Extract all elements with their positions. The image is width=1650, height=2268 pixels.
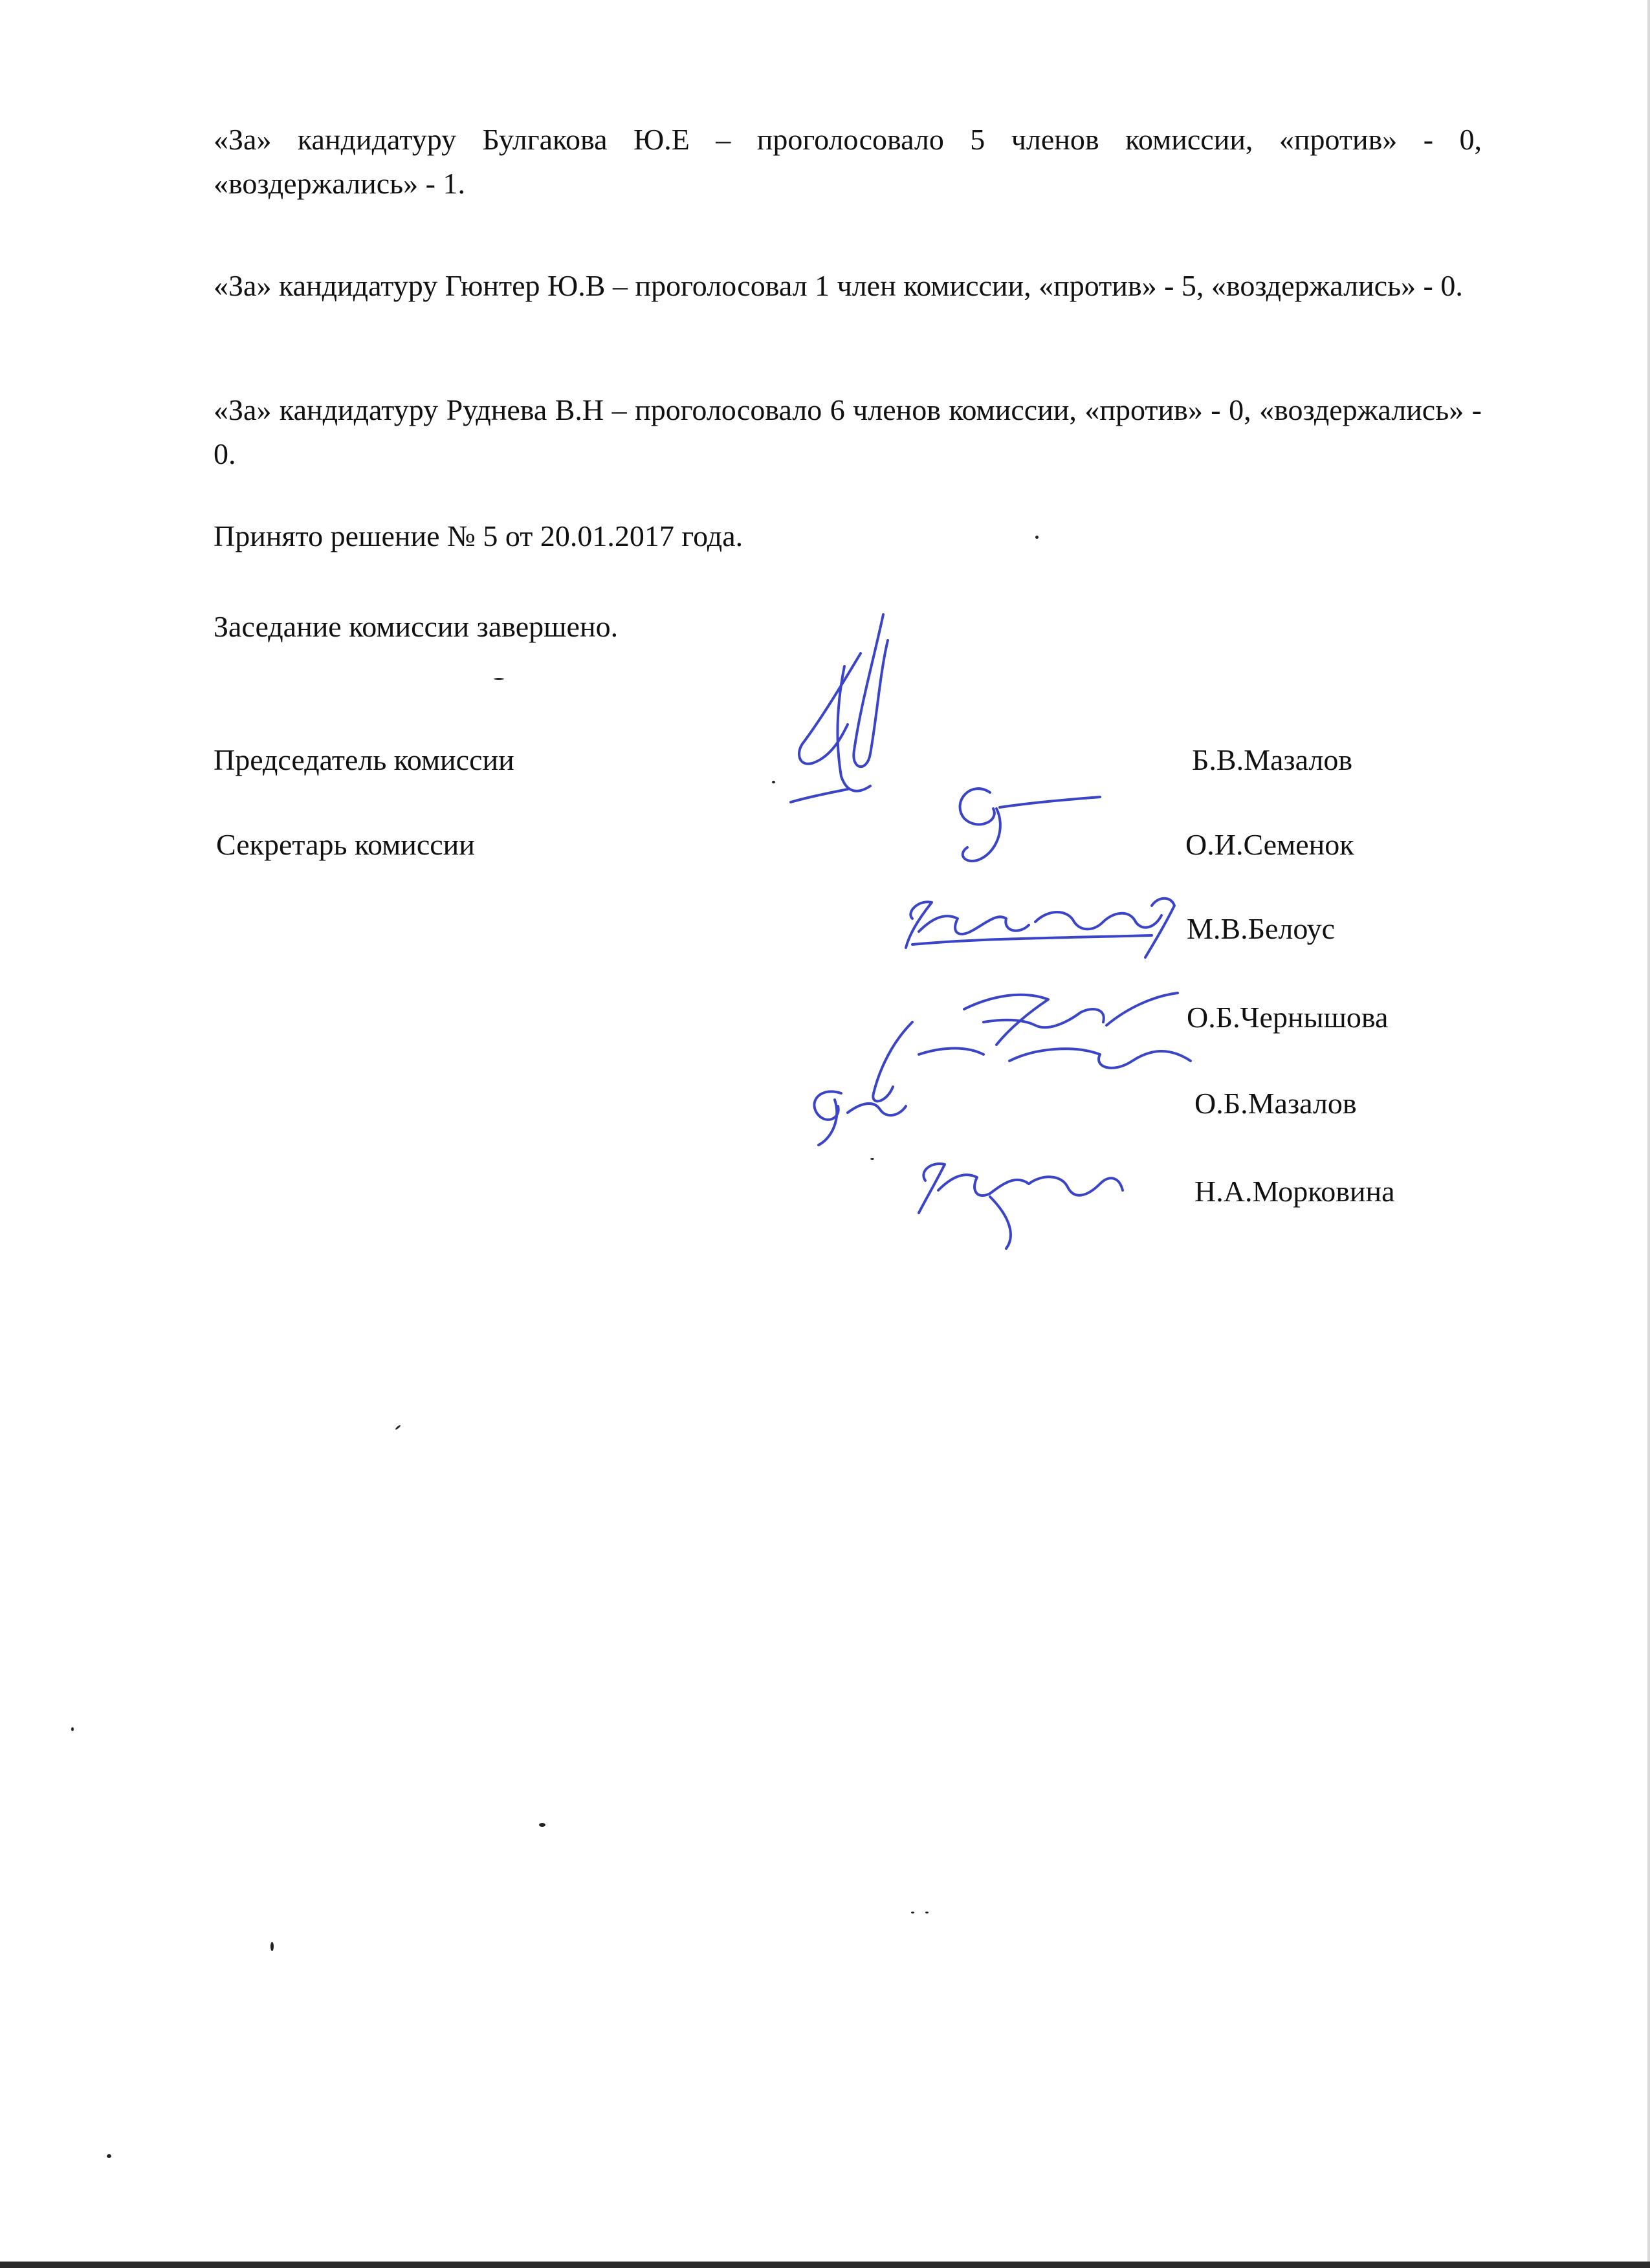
member-name: О.Б.Мазалов <box>1194 1087 1357 1120</box>
vote-paragraph-bulgakov: «За» кандидатуру Булгакова Ю.Е – проголосовало 5 членов комиссии, «против» - 0, «воздержались» - 1. <box>214 123 1482 200</box>
member-name-secretary: О.И.Семенок <box>1185 828 1354 861</box>
scan-speck <box>925 1912 929 1914</box>
scan-speck <box>71 1727 74 1731</box>
scan-speck <box>911 1912 914 1914</box>
chair-role-label: Председатель комиссии <box>214 743 514 776</box>
scan-speck <box>270 1942 274 1951</box>
member-name: М.В.Белоус <box>1187 912 1336 945</box>
vote-paragraph-gyunter: «За» кандидатуру Гюнтер Ю.В – проголосовал 1 член комиссии, «против» - 5, «воздержались» - 0. <box>214 269 1463 302</box>
member-name-chair: Б.В.Мазалов <box>1192 743 1353 776</box>
scan-speck <box>107 2154 111 2158</box>
secretary-role-label: Секретарь комиссии <box>216 828 475 861</box>
scan-speck <box>539 1823 545 1827</box>
member-name: О.Б.Чернышова <box>1187 1001 1389 1034</box>
scan-speck <box>494 678 504 680</box>
member-name: Н.А.Морковина <box>1194 1175 1395 1208</box>
scan-speck <box>395 1424 401 1430</box>
vote-paragraph-rudnev: «За» кандидатуру Руднева В.Н – проголосовало 6 членов комиссии, «против» - 0, «воздержались» - 0. <box>214 393 1482 470</box>
scan-speck <box>772 781 775 783</box>
scan-speck <box>870 1158 874 1160</box>
scan-speck <box>1035 536 1039 539</box>
closing-statement: Заседание комиссии завершено. <box>214 610 619 643</box>
decision-statement: Принято решение № 5 от 20.01.2017 года. <box>214 519 743 552</box>
